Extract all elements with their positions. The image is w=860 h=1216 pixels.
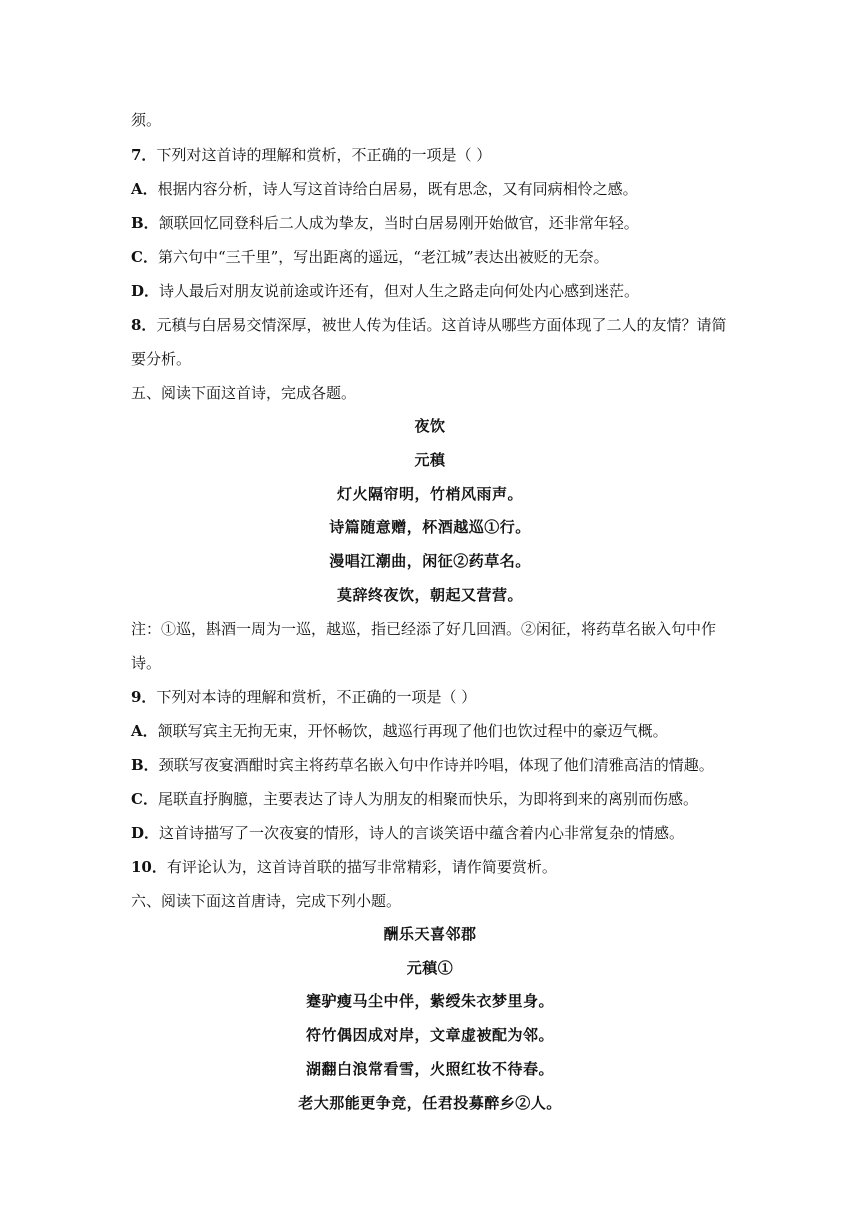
question-10: 10．有评论认为，这首诗首联的描写非常精彩，请作简要赏析。 (131, 858, 557, 876)
question-7-option-a: A．根据内容分析，诗人写这首诗给白居易，既有思念，又有同病相怜之感。 (131, 180, 638, 198)
poem-2-line-1: 蹇驴瘦马尘中伴，紫绶朱衣梦里身。 (305, 992, 554, 1010)
question-9-option-a: A．颔联写宾主无拘无束，开怀畅饮，越巡行再现了他们也饮过程中的豪迈气概。 (131, 722, 668, 740)
question-8-line-2: 要分析。 (131, 350, 192, 368)
poem-2-title: 酬乐天喜邻郡 (383, 925, 477, 943)
poem-2-line-2: 符竹偶因成对岸，文章虚被配为邻。 (305, 1026, 554, 1044)
question-9-option-c: C．尾联直抒胸臆，主要表达了诗人为朋友的相聚而快乐，为即将到来的离别而伤感。 (131, 790, 698, 808)
poem-1-author: 元稹 (414, 451, 446, 469)
poem-1-title: 夜饮 (414, 417, 446, 435)
question-7-option-b: B．颔联回忆同登科后二人成为挚友，当时白居易刚开始做官，还非常年轻。 (131, 214, 639, 232)
poem-1-line-1: 灯火隔帘明，竹梢风雨声。 (336, 485, 523, 503)
question-7-option-c: C．第六句中“三千里”，写出距离的遥远，“老江城”表达出被贬的无奈。 (131, 248, 609, 266)
section-6-heading: 六、阅读下面这首唐诗，完成下列小题。 (131, 892, 402, 910)
poem-2-line-3: 湖翻白浪常看雪，火照红妆不待春。 (305, 1060, 554, 1078)
poem-1-line-2: 诗篇随意赠，杯酒越巡①行。 (329, 518, 531, 536)
question-8-line-1: 8．元稹与白居易交情深厚，被世人传为佳话。这首诗从哪些方面体现了二人的友情？请简 (131, 316, 727, 334)
question-9-option-b: B．颈联写夜宴酒酣时宾主将药草名嵌入句中作诗并吟唱，体现了他们清雅高洁的情趣。 (131, 756, 714, 774)
question-9-option-d: D．这首诗描写了一次夜宴的情形，诗人的言谈笑语中蕴含着内心非常复杂的情感。 (131, 824, 685, 842)
poem-2-line-4: 老大那能更争竞，任君投募醉乡②人。 (298, 1094, 562, 1112)
poem-2-author: 元稹① (406, 959, 454, 977)
prev-text-line: 须。 (131, 111, 162, 129)
section-5-heading: 五、阅读下面这首诗，完成各题。 (131, 384, 357, 402)
question-9-stem: 9．下列对本诗的理解和赏析，不正确的一项是（ ） (131, 688, 477, 706)
poem-1-line-3: 漫唱江潮曲，闲征②药草名。 (329, 552, 531, 570)
poem-1-line-4: 莫辞终夜饮，朝起又营营。 (336, 586, 523, 604)
annotation-line-2: 诗。 (131, 654, 162, 672)
annotation-line-1: 注：①巡，斟酒一周为一巡，越巡，指已经添了好几回酒。②闲征，将药草名嵌入句中作 (131, 620, 717, 638)
question-7-stem: 7．下列对这首诗的理解和赏析，不正确的一项是（ ） (131, 146, 492, 164)
question-7-option-d: D．诗人最后对朋友说前途或许还有，但对人生之路走向何处内心感到迷茫。 (131, 282, 640, 300)
